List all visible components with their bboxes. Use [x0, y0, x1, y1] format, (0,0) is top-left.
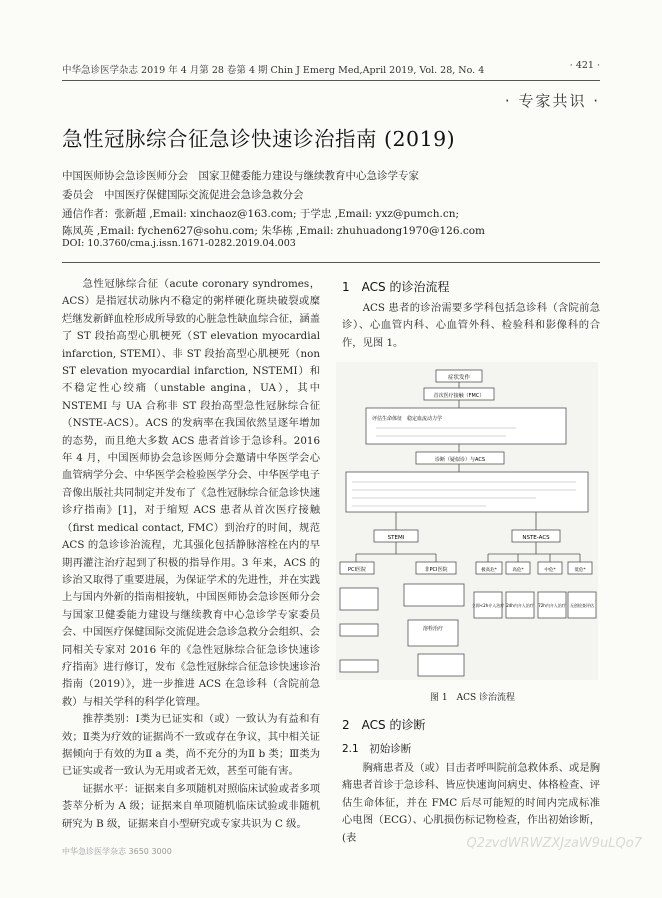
footer-logo-text: 中华急诊医学杂志 3650 3000	[62, 847, 172, 856]
evidence-paragraph: 证据水平：证据来自多项随机对照临床试验或者多项荟萃分析为 A 级；证据来自单项随机临床试验或非随机研究为 B 级，证据来自小型研究或专家共识为 C 级。	[62, 782, 320, 830]
flowchart-svg	[336, 362, 598, 680]
article-title: 急性冠脉综合征急诊快速诊治指南 (2019)	[62, 127, 456, 151]
journal-header: 中华急诊医学杂志 2019 年 4 月第 28 卷第 4 期 Chin J Emerg Med,April 2019, Vol. 28, No. 4	[62, 65, 485, 76]
flow-node-primary-pci	[340, 588, 378, 610]
section-label: · 专家共识 ·	[504, 92, 600, 110]
flow-node-transfer	[340, 624, 378, 636]
flow-text-noninvasive: 无创检查评估	[570, 603, 594, 608]
flow-text-non-pci: 非PCI医院	[424, 567, 448, 573]
flow-node-assessment	[366, 408, 566, 444]
flowchart-figure	[336, 362, 598, 680]
flow-text-very-high-risk: 极高危*	[481, 568, 497, 573]
flow-text-onset: 症状发作	[447, 375, 471, 381]
intro-paragraph: 急性冠脉综合征（acute coronary syndromes，ACS）是指冠状动脉内不稳定的粥样硬化斑块破裂或糜烂继发新鲜血栓形成所导致的心脏急性缺血综合征，涵盖了 ST 段抬高型心肌梗死（ST elevation myocardial infarction, STEMI）、非 ST 段抬高型心肌梗死（non ST elevation myocardial infarction, NSTEMI）和不稳定性心绞痛（unstable angina，UA），其中 NSTEMI 与 UA 合称非 ST 段抬高型急性冠脉综合征（NSTE-ACS）。ACS 的发病率在我国依然呈逐年增加的态势，而且绝大多数 ACS 患者首诊于急诊科。2016 年 4 月，中国医师协会急诊医师分会邀请中华医学会心血管病学分会、中华医学会检验医学分会、中华医学电子音像出版社共同制定并发布了《急性冠脉综合征急诊快速诊疗指南》[1]，对于缩短 ACS 患者从首次医疗接触（first medical contact, FMC）到治疗的时间，规范 ACS 的急诊诊治流程，尤其强化包括静脉溶栓在内的早期再灌注治疗起到了积极的指导作用。3 年来，ACS 的诊治又取得了重要进展，为保证学术的先进性，并在实践上与国内外新的指南相接轨，中国医师协会急诊医师分会与国家卫健委能力建设与继续教育中心急诊学专家委员会、中国医疗保健国际交流促进会急诊急救分会组织、会同相关专家对 2016 年的《急性冠脉综合征急诊快速诊疗指南》进行修订，发布《急性冠脉综合征急诊快速诊治指南（2019）》，进一步推进 ACS 在急诊科（含院前急救）与相关学科的科学化管理。	[62, 278, 320, 708]
flow-text-nste: NSTE-ACS	[522, 535, 550, 541]
flow-text-lysis: 溶栓治疗	[422, 626, 444, 632]
flow-text-2h: 立即<2h介入治疗	[471, 603, 505, 608]
flow-text-pci: PCI医院	[348, 567, 366, 573]
flow-text-assessment: 评估生命体征 稳定血流动力学	[372, 416, 443, 422]
flow-text-high-risk: 高危*	[512, 568, 524, 573]
workflow-text: ACS 患者的诊治需要多学科包括急诊科（含院前急诊）、心血管内科、心血管外科、检验科和影像科的合作，见图 1。	[342, 302, 600, 349]
flow-text-low-risk: 低危*	[574, 568, 586, 573]
flow-text-24h: 24h内介入治疗	[506, 603, 534, 608]
body-rule	[62, 262, 600, 263]
diagnosis-text: 胸痛患者及（或）目击者呼叫院前急救体系、或是胸痛患者首诊于急诊科、皆应快速询问病史、体格检查、评估生命体征，并在 FMC 后尽可能短的时间内完成标准心电图（ECG）、心肌损伤标记物检查，作出初始诊断，(表	[342, 762, 600, 844]
flow-node-lysis	[408, 620, 458, 646]
flow-node-angio	[418, 654, 464, 676]
heading-acs-workflow: 1 ACS 的诊治流程	[342, 280, 450, 294]
flow-text-stemi: STEMI	[387, 535, 405, 541]
flow-text-mid-risk: 中危*	[544, 568, 556, 573]
flow-node-rescue	[340, 660, 378, 672]
doi: DOI: 10.3760/cma.j.issn.1671-0282.2019.04.003	[62, 238, 296, 249]
recommendation-paragraph: 推荐类别：Ⅰ类为已证实和（或）一致认为有益和有效；Ⅱ类为疗效的证据尚不一致或存在争议，其中相关证据倾向于有效的为Ⅱ a 类，尚不充分的为Ⅱ b 类；Ⅲ类为已证实或者一致认为无用或者无效，甚至可能有害。	[62, 713, 320, 778]
heading-acs-diagnosis: 2 ACS 的诊断	[342, 718, 426, 732]
workflow-paragraph	[342, 300, 600, 352]
flow-node-lysis-eval	[404, 584, 464, 606]
author-line-1: 中国医师协会急诊医师分会 国家卫健委能力建设与继续教育中心急诊学专家	[62, 170, 419, 182]
flow-text-72h: 72h内介入治疗	[538, 603, 566, 608]
author-line-2: 委员会 中国医疗保健国际交流促进会急诊急救分会	[62, 189, 304, 201]
correspondence-line-1: 通信作者：张新超 ,Email: xinchaoz@163.com; 于学忠 ,Email: yxz@pumch.cn;	[62, 208, 459, 220]
flow-text-diagnosis: 诊断（疑似诊）与ACS	[435, 457, 485, 463]
header-rule	[62, 80, 600, 81]
page-number: · 421 ·	[569, 60, 600, 71]
flow-text-fmc: 首次医疗接触（FMC）	[433, 393, 485, 399]
figure-caption: 图 1 ACS 诊治流程	[430, 693, 515, 703]
left-column	[62, 276, 320, 833]
correspondence-line-2: 陈凤英 ,Email: fychen627@sohu.com; 朱华栋 ,Email: zhuhuadong1970@126.com	[62, 225, 486, 237]
diagnosis-paragraph	[342, 760, 600, 847]
watermark: Q2zvdWRWZXJzaW9uLQo7	[466, 836, 642, 851]
heading-initial-diagnosis: 2.1 初始诊断	[342, 743, 412, 755]
